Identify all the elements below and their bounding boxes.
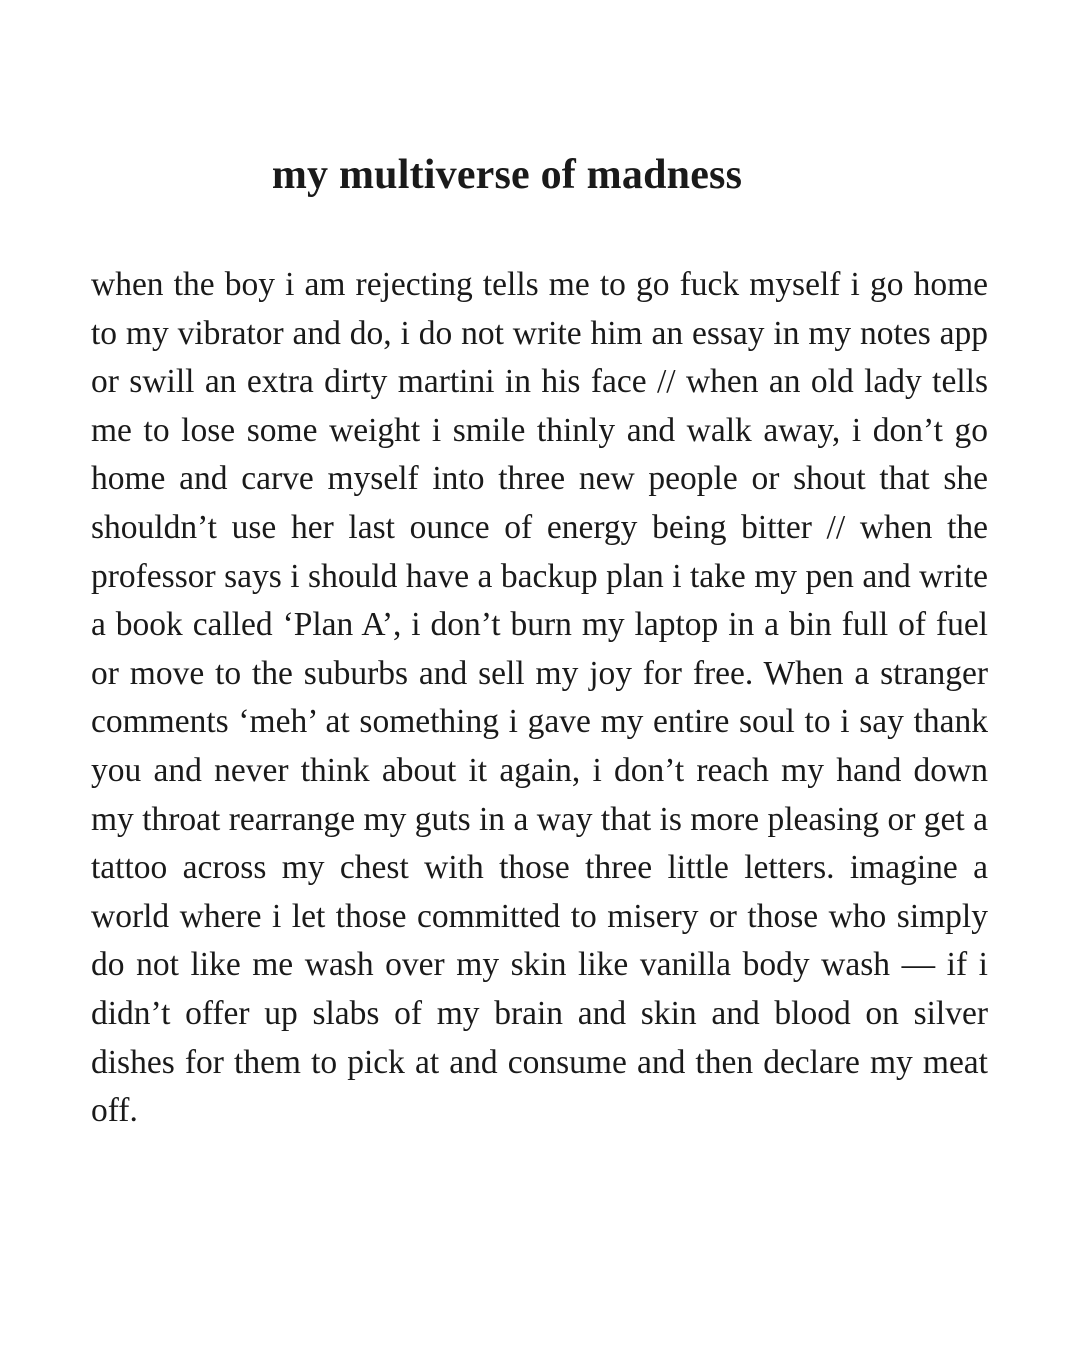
- poem-body: when the boy i am rejecting tells me to go fuck myself i go home to my vibrator and do, i do not write him an essay in my notes app or swill an extra dirty martini in his face // when an old lady tells me to lose some weight i smile thinly and walk away, i don’t go home and carve myself into three new people or shout that she shouldn’t use her last ounce of energy being bitter // when the professor says i should have a backup plan i take my pen and write a book called ‘Plan A’, i don’t burn my laptop in a bin full of fuel or move to the suburbs and sell my joy for free. When a stranger comments ‘meh’ at something i gave my entire soul to i say thank you and never think about it again, i don’t reach my hand down my throat rearrange my guts in a way that is more pleasing or get a tattoo across my chest with those three little letters. imagine a world where i let those committed to misery or those who simply do not like me wash over my skin like vanilla body wash — if i didn’t offer up slabs of my brain and skin and blood on silver dishes for them to pick at and consume and then declare my meat off.: [91, 266, 988, 1130]
- poem-title: my multiverse of madness: [271, 152, 743, 198]
